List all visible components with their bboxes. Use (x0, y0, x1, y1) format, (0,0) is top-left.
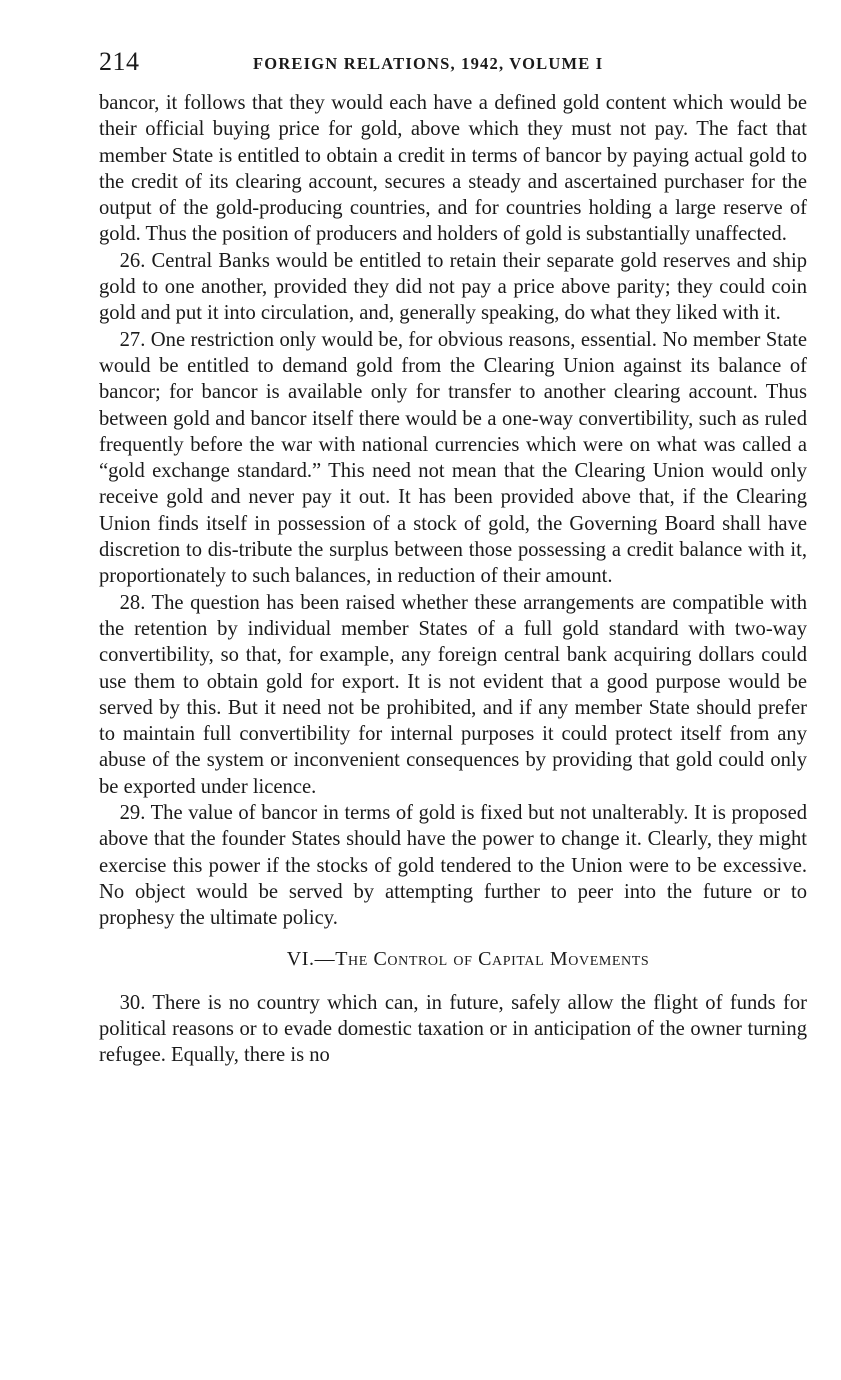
paragraph-text: bancor, it follows that they would each have a defined gold content which would be their official buying price for gold, above which they must not pay. The fact that member State is entitled to obtain a credit in terms of bancor by paying actual gold to the credit of its clearing account, secures a steady and ascertained purchaser for the output of the gold-producing countries, and for countries holding a large reserve of gold. Thus the position of producers and holders of gold is substantially unaffected. (99, 92, 807, 246)
running-title: FOREIGN RELATIONS, 1942, VOLUME I (253, 54, 604, 73)
paragraph-30 (99, 990, 807, 1069)
paragraph-number: 26. (119, 249, 146, 272)
paragraph-27 (99, 327, 807, 590)
paragraph-29 (99, 800, 807, 931)
body-text (99, 90, 807, 1069)
document-page (99, 44, 807, 1069)
paragraph-number: 30. (119, 991, 146, 1014)
paragraph-number: 28. (119, 591, 146, 614)
section-heading: VI.—The Control of Capital Movements (286, 947, 650, 970)
paragraph-28 (99, 590, 807, 800)
paragraph-text: The value of bancor in terms of gold is fixed but not unalterably. It is proposed above that the founder States should have the power to change it. Clearly, they might exercise this power if the stocks of gold tendered to the Union were to be excessive. No object would be served by attempting further to peer into the future or to prophesy the ultimate policy. (99, 802, 808, 930)
page-number: 214 (99, 47, 140, 76)
paragraph-text: One restriction only would be, for obvious reasons, essential. No member State would be entitled to demand gold from the Clearing Union against its balance of bancor; for bancor is available only for transfer to another clearing account. Thus between gold and bancor itself there would be a one-way convertibility, such as ruled frequently before the war with national currencies which were on what was called a “gold exchange standard.” This need not mean that the Clearing Union would only receive gold and never pay it out. It has been provided above that, if the Clearing Union finds itself in possession of a stock of gold, the Governing Board shall have discretion to dis-tribute the surplus between those possessing a credit balance with it, proportionately to such balances, in reduction of their amount. (99, 328, 807, 588)
paragraph-text: The question has been raised whether these arrangements are compatible with the retention by individual member States of a full gold standard with two-way convertibility, so that, for example, any foreign central bank acquiring dollars could use them to obtain gold for export. It is not evident that a good purpose would be served by this. But it need not be prohibited, and if any member State should prefer to maintain full convertibility for internal purposes it could protect itself from any abuse of the system or inconvenient consequences by providing that gold could only be exported under licence. (99, 591, 807, 798)
paragraph-text: Central Banks would be entitled to retain their separate gold reserves and ship gold to one another, provided they did not pay a price above parity; they could coin gold and put it into circulation, and, generally speaking, do what they liked with it. (99, 249, 807, 325)
paragraph-continued (99, 90, 807, 248)
paragraph-number: 29. (119, 802, 146, 825)
paragraph-26 (99, 248, 807, 327)
paragraph-number: 27. (119, 328, 146, 351)
paragraph-text: There is no country which can, in future, safely allow the flight of funds for political reasons or to evade domestic taxation or in anticipation of the owner turning refugee. Equally, there is no (99, 991, 807, 1067)
running-head (99, 44, 807, 80)
